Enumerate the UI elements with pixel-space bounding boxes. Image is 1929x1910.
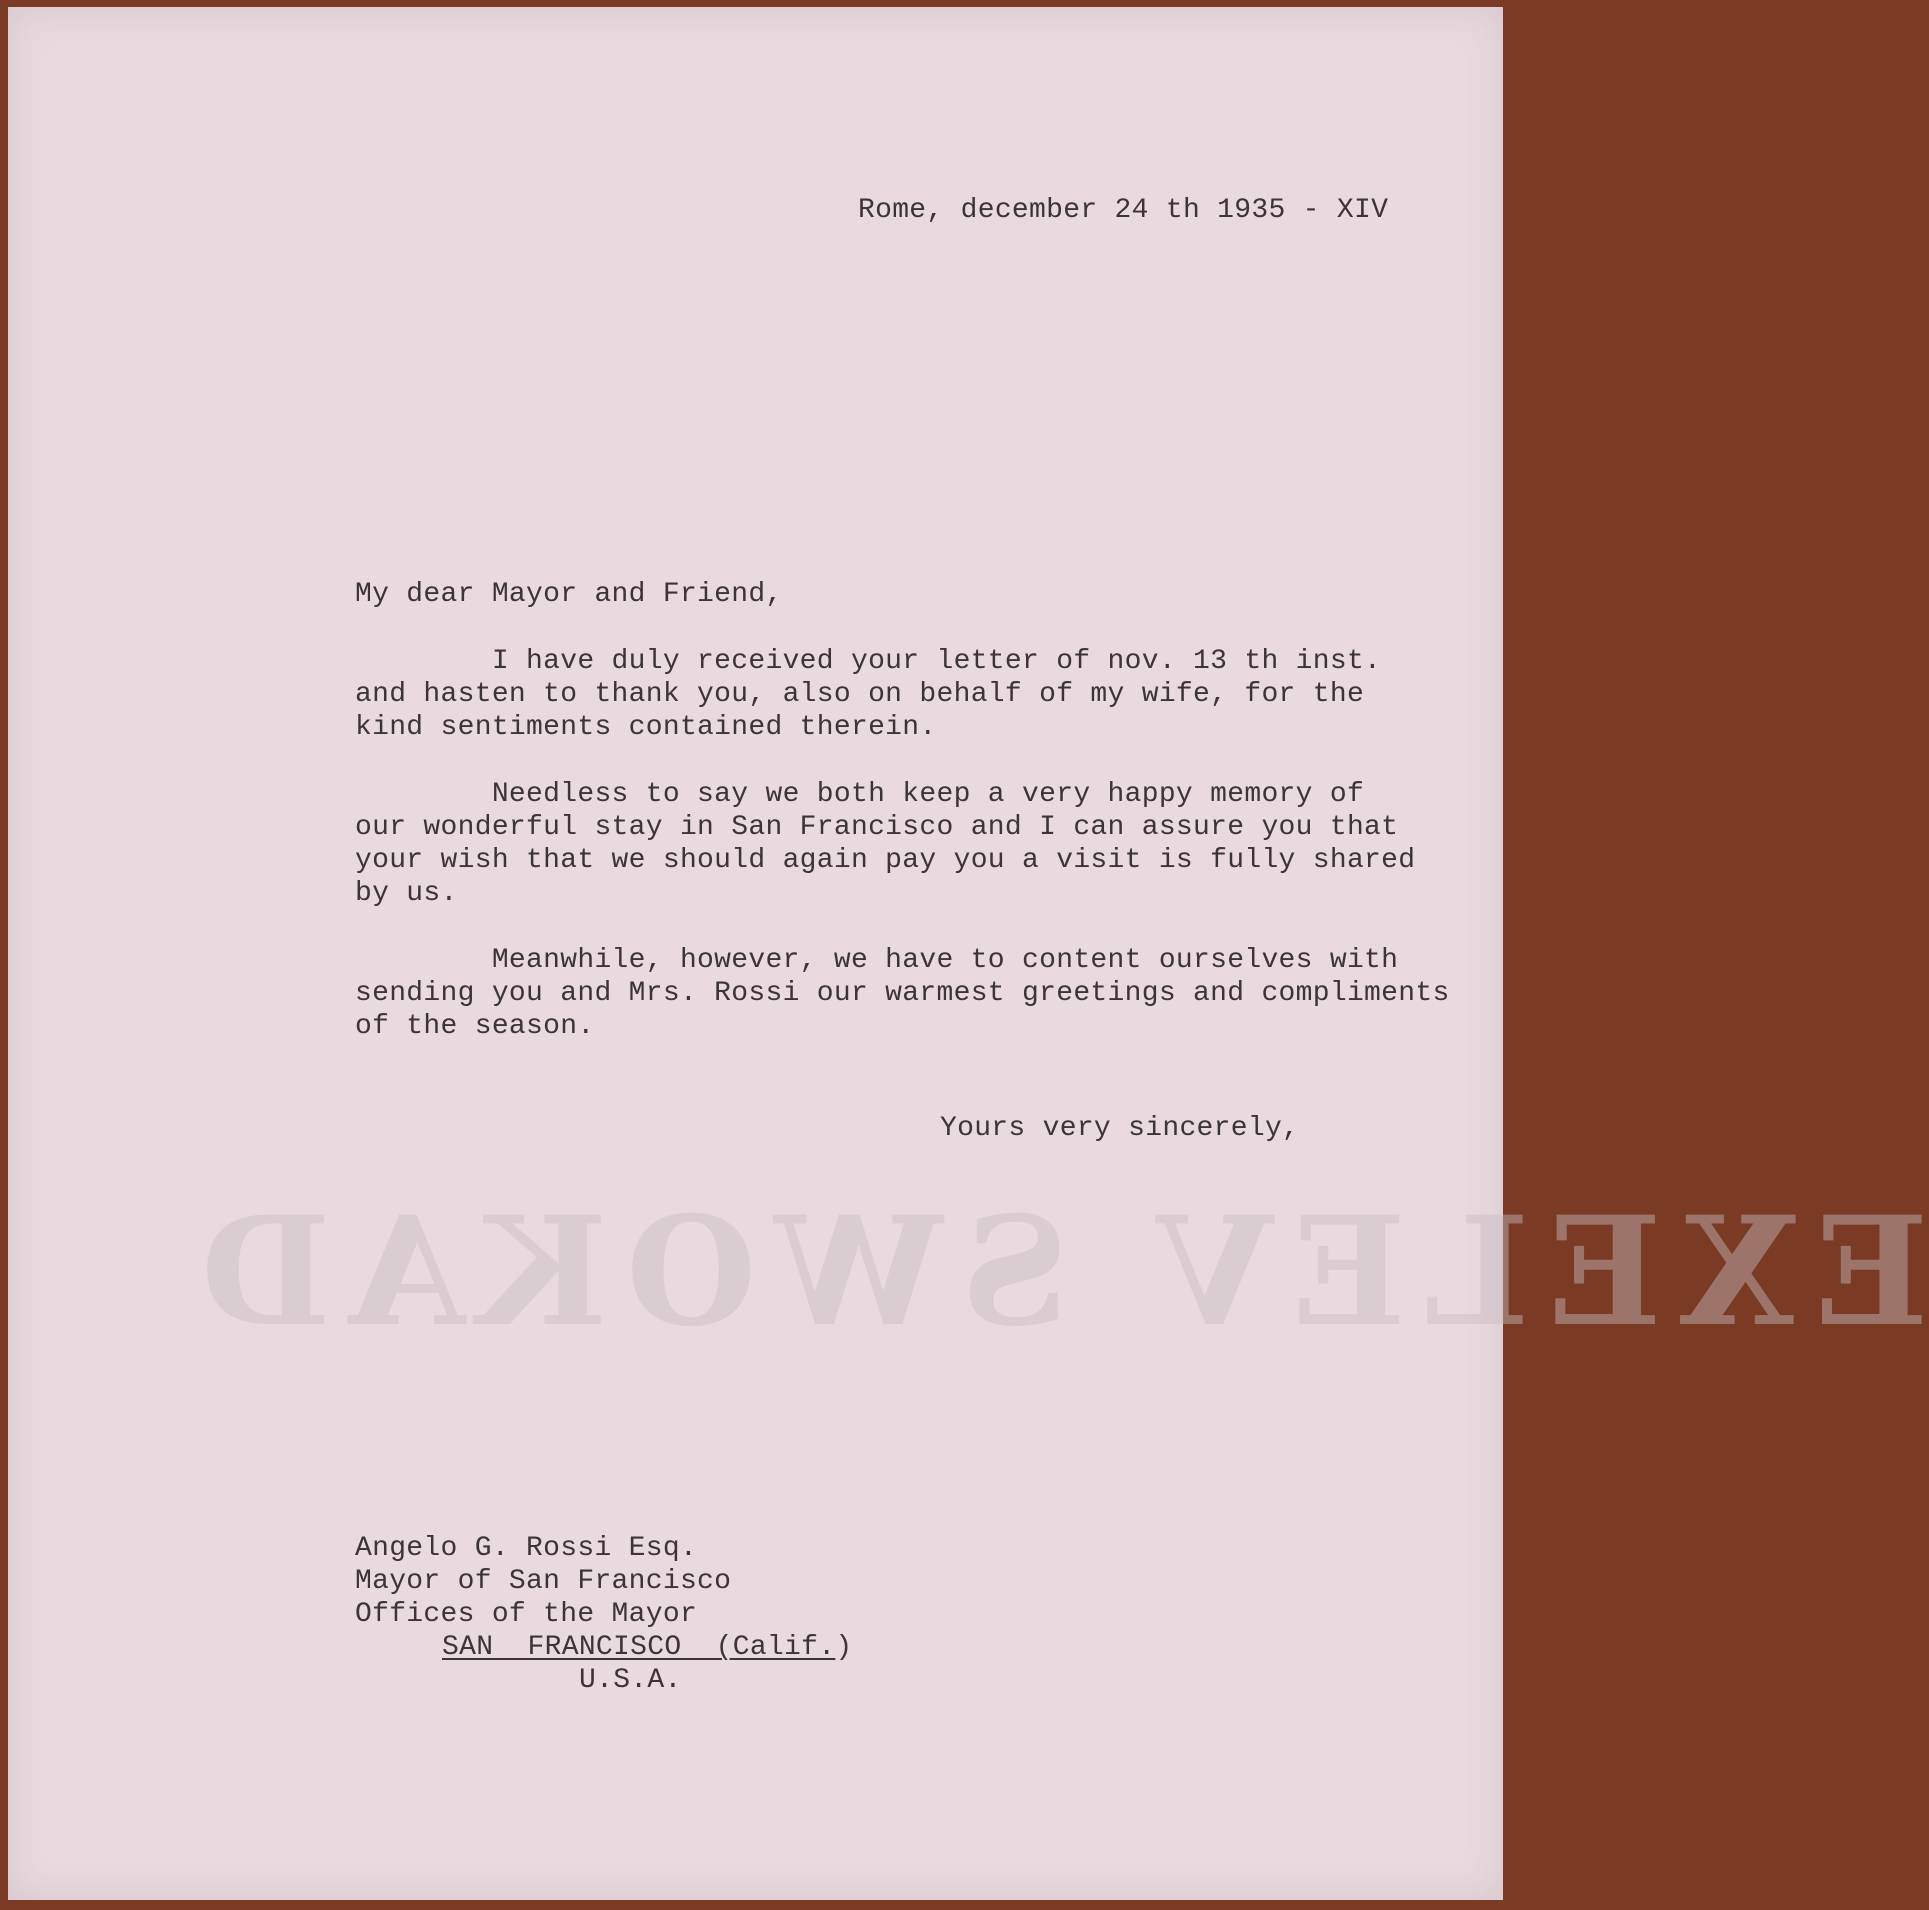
- paragraph-line: and hasten to thank you, also on behalf of my wife, for the: [355, 679, 1365, 710]
- recipient-country: U.S.A.: [579, 1665, 682, 1696]
- recipient-name: Angelo G. Rossi Esq.: [355, 1533, 698, 1564]
- paragraph-line: kind sentiments contained therein.: [355, 712, 937, 743]
- paragraph-line: Meanwhile, however, we have to content ourselves with: [355, 945, 1399, 976]
- paper-watermark: EXELEV SWOKAD: [183, 1184, 1929, 1360]
- paragraph-line: by us.: [355, 878, 458, 909]
- recipient-title: Mayor of San Francisco: [355, 1566, 732, 1597]
- paragraph-line: of the season.: [355, 1011, 595, 1042]
- paragraph-line: our wonderful stay in San Francisco and I can assure you that: [355, 812, 1399, 843]
- paragraph-line: Needless to say we both keep a very happy memory of: [355, 779, 1365, 810]
- letter-sheet: [8, 7, 1929, 1900]
- closing: Yours very sincerely,: [940, 1113, 1300, 1144]
- paragraph-line: your wish that we should again pay you a visit is fully shared: [355, 845, 1416, 876]
- recipient-city-line: [442, 1631, 852, 1664]
- dateline: Rome, december 24 th 1935 - XIV: [858, 195, 1389, 226]
- recipient-city-paren: ): [835, 1632, 853, 1663]
- recipient-office: Offices of the Mayor: [355, 1599, 698, 1630]
- paragraph-line: sending you and Mrs. Rossi our warmest greetings and compliments: [355, 978, 1450, 1009]
- recipient-city: SAN FRANCISCO (Calif.: [442, 1632, 836, 1663]
- salutation: My dear Mayor and Friend,: [355, 579, 783, 610]
- paragraph-line: I have duly received your letter of nov. 13 th inst.: [355, 646, 1382, 677]
